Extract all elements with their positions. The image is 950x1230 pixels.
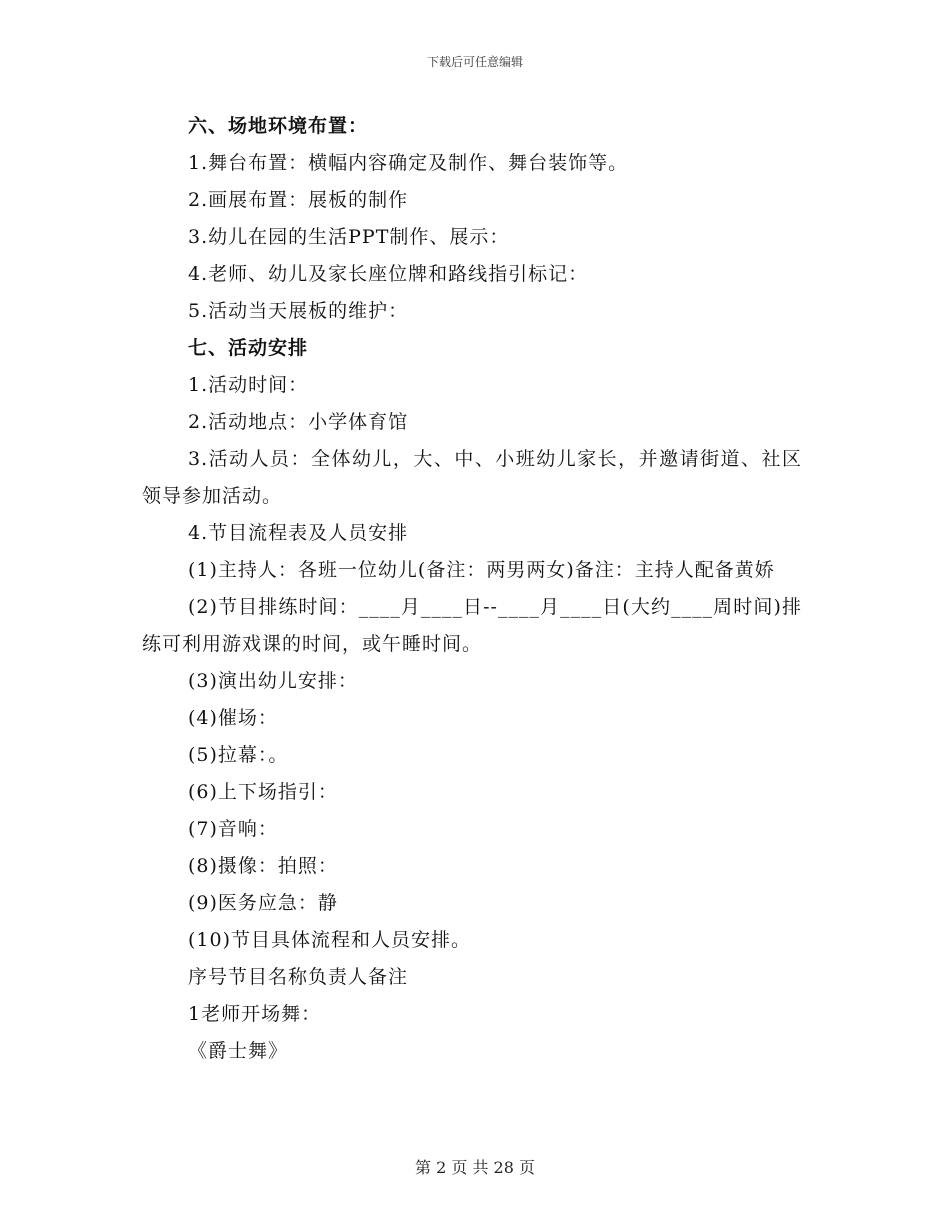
page-footer: 第 2 页 共 28 页 bbox=[415, 1158, 535, 1177]
section-heading-six: 六、场地环境布置： bbox=[188, 115, 369, 137]
ppt-item: 3.幼儿在园的生活PPT制作、展示： bbox=[188, 226, 510, 248]
activity-time-item: 1.活动时间： bbox=[188, 374, 309, 396]
exhibition-layout-item: 2.画展布置：展板的制作 bbox=[188, 189, 409, 211]
document-body bbox=[142, 108, 802, 1070]
host-item: (1)主持人：各班一位幼儿(备注：两男两女)备注：主持人配备黄娇 bbox=[188, 559, 775, 581]
seat-signs-item: 4.老师、幼儿及家长座位牌和路线指引标记： bbox=[188, 263, 589, 285]
table-header-line: 序号节目名称负责人备注 bbox=[188, 966, 409, 988]
program-entry-1-title: 《爵士舞》 bbox=[188, 1040, 289, 1062]
medical-item: (9)医务应急：静 bbox=[188, 892, 338, 914]
stage-call-item: (4)催场： bbox=[188, 707, 278, 729]
performers-item: (3)演出幼儿安排： bbox=[188, 670, 358, 692]
curtain-item: (5)拉幕：。 bbox=[188, 744, 289, 766]
stage-guide-item: (6)上下场指引： bbox=[188, 781, 338, 803]
stage-layout-item: 1.舞台布置：横幅内容确定及制作、舞台装饰等。 bbox=[188, 152, 629, 174]
section-heading-seven: 七、活动安排 bbox=[188, 337, 309, 359]
activity-participants-item: 3.活动人员：全体幼儿，大、中、小班幼儿家长，并邀请街道、社区领导参加活动。 bbox=[142, 448, 802, 507]
program-entry-1: 1老师开场舞： bbox=[188, 1003, 322, 1025]
program-flow-item: (10)节目具体流程和人员安排。 bbox=[188, 929, 472, 951]
sound-item: (7)音响： bbox=[188, 818, 278, 840]
program-schedule-item: 4.节目流程表及人员安排 bbox=[188, 522, 409, 544]
camera-item: (8)摄像：拍照： bbox=[188, 855, 338, 877]
page-header: 下载后可任意编辑 bbox=[426, 55, 523, 69]
rehearsal-time-item: (2)节目排练时间：____月____日--____月____日(大约____周时间)排练可利用游戏课的时间，或午睡时间。 bbox=[142, 596, 802, 655]
activity-location-item: 2.活动地点：小学体育馆 bbox=[188, 411, 409, 433]
board-maintenance-item: 5.活动当天展板的维护： bbox=[188, 300, 409, 322]
